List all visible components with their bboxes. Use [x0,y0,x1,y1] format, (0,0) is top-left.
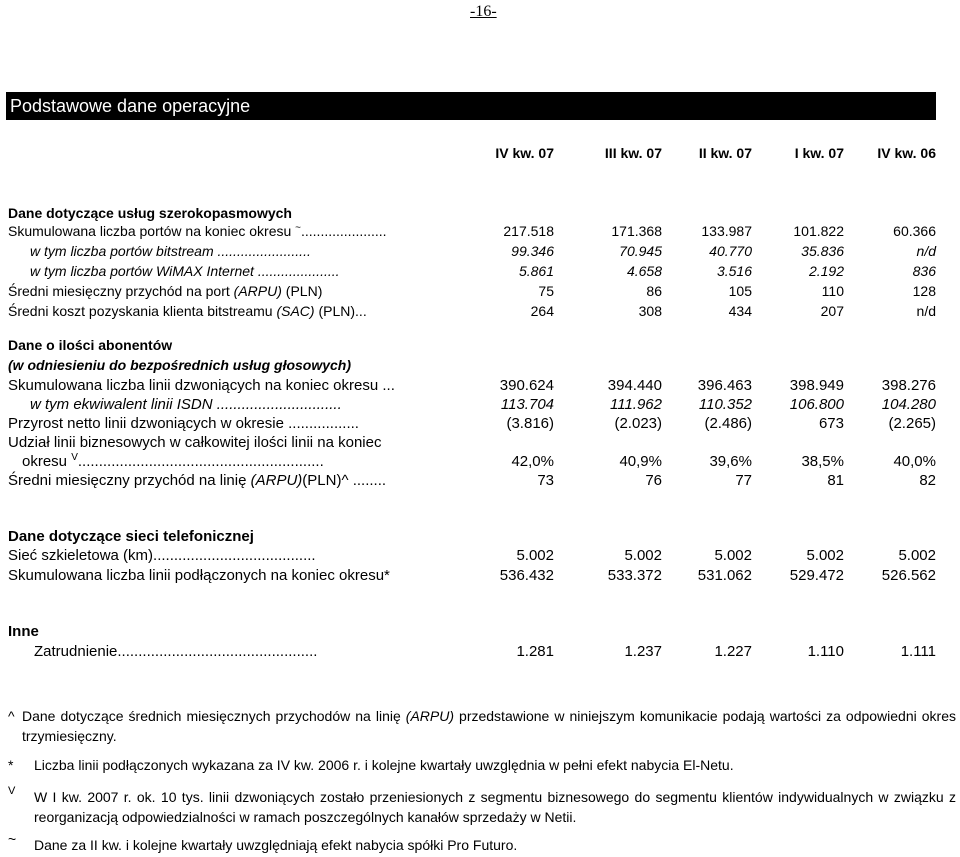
cell-value: 73 [537,472,554,489]
leader-dots: ........ [352,472,387,489]
table-row [8,376,938,396]
cell-value: 207 [820,303,844,319]
table-row [8,261,938,281]
footnote-text: Liczba linii podłączonych wykazana za IV kw. 2006 r. i kolejne kwartały uwzględnia w pełni efekt nabycia El-Netu. [34,757,734,773]
row-label: w tym liczba portów bitstream [30,243,218,259]
cell-value: 101.822 [793,223,844,239]
table-row [8,471,938,491]
cell-value: 75 [538,283,554,299]
cell-value: 5.002 [516,547,554,564]
page-title: Podstawowe dane operacyjne [10,96,251,116]
table-row [8,241,938,261]
footnote-symbol: V [8,785,16,797]
row-label: w tym ekwiwalent linii ISDN [30,396,217,413]
table-row [8,642,938,662]
column-header: III kw. 07 [604,145,662,161]
column-header: IV kw. 07 [495,145,554,161]
table-row [8,433,938,453]
row-label-suffix: (PLN) [281,283,323,299]
cell-value: 5.002 [624,547,662,564]
table-row [8,221,938,241]
table-row [8,301,938,321]
cell-value: 76 [645,472,662,489]
row-label: Skumulowana liczba portów na koniec okresu [8,223,296,239]
row-label: okresu [22,453,72,470]
cell-value: 531.062 [697,567,752,584]
cell-value: 398.276 [881,377,936,394]
footnote-text-suffix: przedstawione w niniejszym komunikacie podają wartości za odpowiedni okres trzymiesięczny. [22,708,956,744]
footnote [8,755,956,775]
cell-value: 110.352 [698,396,752,413]
cell-value: 42,0% [511,453,554,470]
leader-dots: ................. [288,415,359,432]
table-row [8,281,938,301]
footnote-symbol: ^ [8,708,15,724]
cell-value: 4.658 [626,263,662,279]
cell-value: 105 [728,283,752,299]
row-label: Średni koszt pozyskania klienta bitstreamu [8,303,277,319]
column-header: IV kw. 06 [877,145,936,161]
cell-value: 308 [638,303,662,319]
telephone-section-title: Dane dotyczące sieci telefonicznej [8,528,254,545]
cell-value: 133.987 [701,223,752,239]
cell-value: 3.516 [716,263,752,279]
cell-value: 398.949 [789,377,844,394]
cell-value: 5.861 [518,263,554,279]
cell-value: 40,9% [619,453,662,470]
cell-value: 111.962 [610,396,662,413]
cell-value: 81 [827,472,844,489]
footnote-text: Dane dotyczące średnich miesięcznych przychodów na linię [22,708,406,724]
footnote [8,787,956,827]
row-label: Skumulowana liczba linii dzwoniących na koniec okresu ... [8,377,395,394]
cell-value: (2.265) [888,415,936,432]
table-row [8,452,938,472]
cell-value: 70.945 [619,243,662,259]
cell-value: n/d [916,303,936,319]
leader-dots: ................................................ [117,643,318,660]
cell-value: 1.281 [516,643,554,660]
cell-value: 38,5% [801,453,844,470]
cell-value: 394.440 [607,377,662,394]
footnote-symbol: ~ [8,831,17,847]
footnote-text: W I kw. 2007 r. ok. 10 tys. linii dzwoniących zostało przeniesionych z segmentu biznesowego do segmentu klientów indywidualnych w związku z reorganizacją odpowiedzialności w ramach poszczególnych kanałów sprzedaży w Netii. [34,789,956,825]
page-number: -16- [470,3,497,20]
row-label: Zatrudnienie [34,643,118,660]
footnote [8,706,956,746]
cell-value: 1.111 [900,643,936,660]
leader-dots: ........................................................... [77,453,324,470]
cell-value: 39,6% [709,453,752,470]
cell-value: 264 [530,303,554,319]
cell-value: 533.372 [607,567,662,584]
table-row [8,546,938,566]
cell-value: 526.562 [881,567,936,584]
cell-value: (3.816) [506,415,554,432]
table-row [8,414,938,434]
cell-value: 1.110 [807,643,844,660]
row-label-suffix: (PLN)... [314,303,367,319]
cell-value: (2.023) [614,415,662,432]
cell-value: 128 [912,283,936,299]
row-label-italic: (SAC) [276,303,315,319]
leader-dots: ...................... [301,223,387,239]
cell-value: 113.704 [500,396,554,413]
cell-value: 35.836 [801,243,844,259]
footnote-symbol: * [8,757,14,773]
leader-dots: ....................................... [153,547,316,564]
leader-dots: ..................... [257,263,340,279]
column-header-row [8,143,938,163]
footnote-text-italic: (ARPU) [405,708,455,724]
cell-value: 396.463 [697,377,752,394]
row-label: Udział linii biznesowych w całkowitej ilości linii na koniec [8,434,382,451]
cell-value: 60.366 [893,223,936,239]
cell-value: (2.486) [704,415,752,432]
section-title-bar [6,92,936,120]
cell-value: 99.346 [511,243,554,259]
cell-value: 836 [912,263,936,279]
cell-value: 1.237 [624,643,662,660]
broadband-section-title: Dane dotyczące usług szerokopasmowych [8,205,292,221]
table-row [8,395,938,415]
cell-value: 5.002 [898,547,936,564]
cell-value: n/d [916,243,936,259]
cell-value: 217.518 [503,223,554,239]
column-header: I kw. 07 [794,145,844,161]
cell-value: 5.002 [806,547,844,564]
cell-value: 82 [919,472,936,489]
cell-value: 106.800 [789,396,844,413]
row-label: Średni miesięczny przychód na linię [8,472,251,489]
cell-value: 5.002 [714,547,752,564]
subscribers-section-title: Dane o ilości abonentów [8,337,173,353]
cell-value: 40,0% [893,453,936,470]
footnote-text: Dane za II kw. i kolejne kwartały uwzględniają efekt nabycia spółki Pro Futuro. [34,837,518,853]
row-label: Sieć szkieletowa (km) [8,547,154,564]
cell-value: 390.624 [499,377,554,394]
cell-value: 40.770 [709,243,752,259]
cell-value: 77 [735,472,752,489]
cell-value: 536.432 [499,567,554,584]
cell-value: 434 [728,303,752,319]
cell-value: 104.280 [881,396,936,413]
footnote-marker: ~ [295,222,301,234]
row-label: Skumulowana liczba linii podłączonych na koniec okresu* [8,567,390,584]
row-label-italic: (ARPU) [250,472,303,489]
row-label: Przyrost netto linii dzwoniących w okresie [8,415,289,432]
row-label-suffix: (PLN)^ [302,472,353,489]
footnote-marker: V [71,452,78,463]
cell-value: 1.227 [714,643,752,660]
table-row [8,566,938,586]
column-header: II kw. 07 [698,145,752,161]
row-label: Średni miesięczny przychód na port [8,283,234,299]
footnote [8,831,956,855]
cell-value: 673 [818,415,844,432]
other-section-title: Inne [8,623,39,640]
cell-value: 171.368 [611,223,662,239]
cell-value: 110 [821,283,844,299]
cell-value: 529.472 [789,567,844,584]
subscribers-section-subtitle: (w odniesieniu do bezpośrednich usług głosowych) [8,357,352,373]
cell-value: 2.192 [808,263,844,279]
cell-value: 86 [646,283,662,299]
leader-dots: .............................. [216,396,342,413]
row-label-italic: (ARPU) [233,283,282,299]
leader-dots: ........................ [217,243,311,259]
row-label: w tym liczba portów WiMAX Internet [30,263,258,279]
